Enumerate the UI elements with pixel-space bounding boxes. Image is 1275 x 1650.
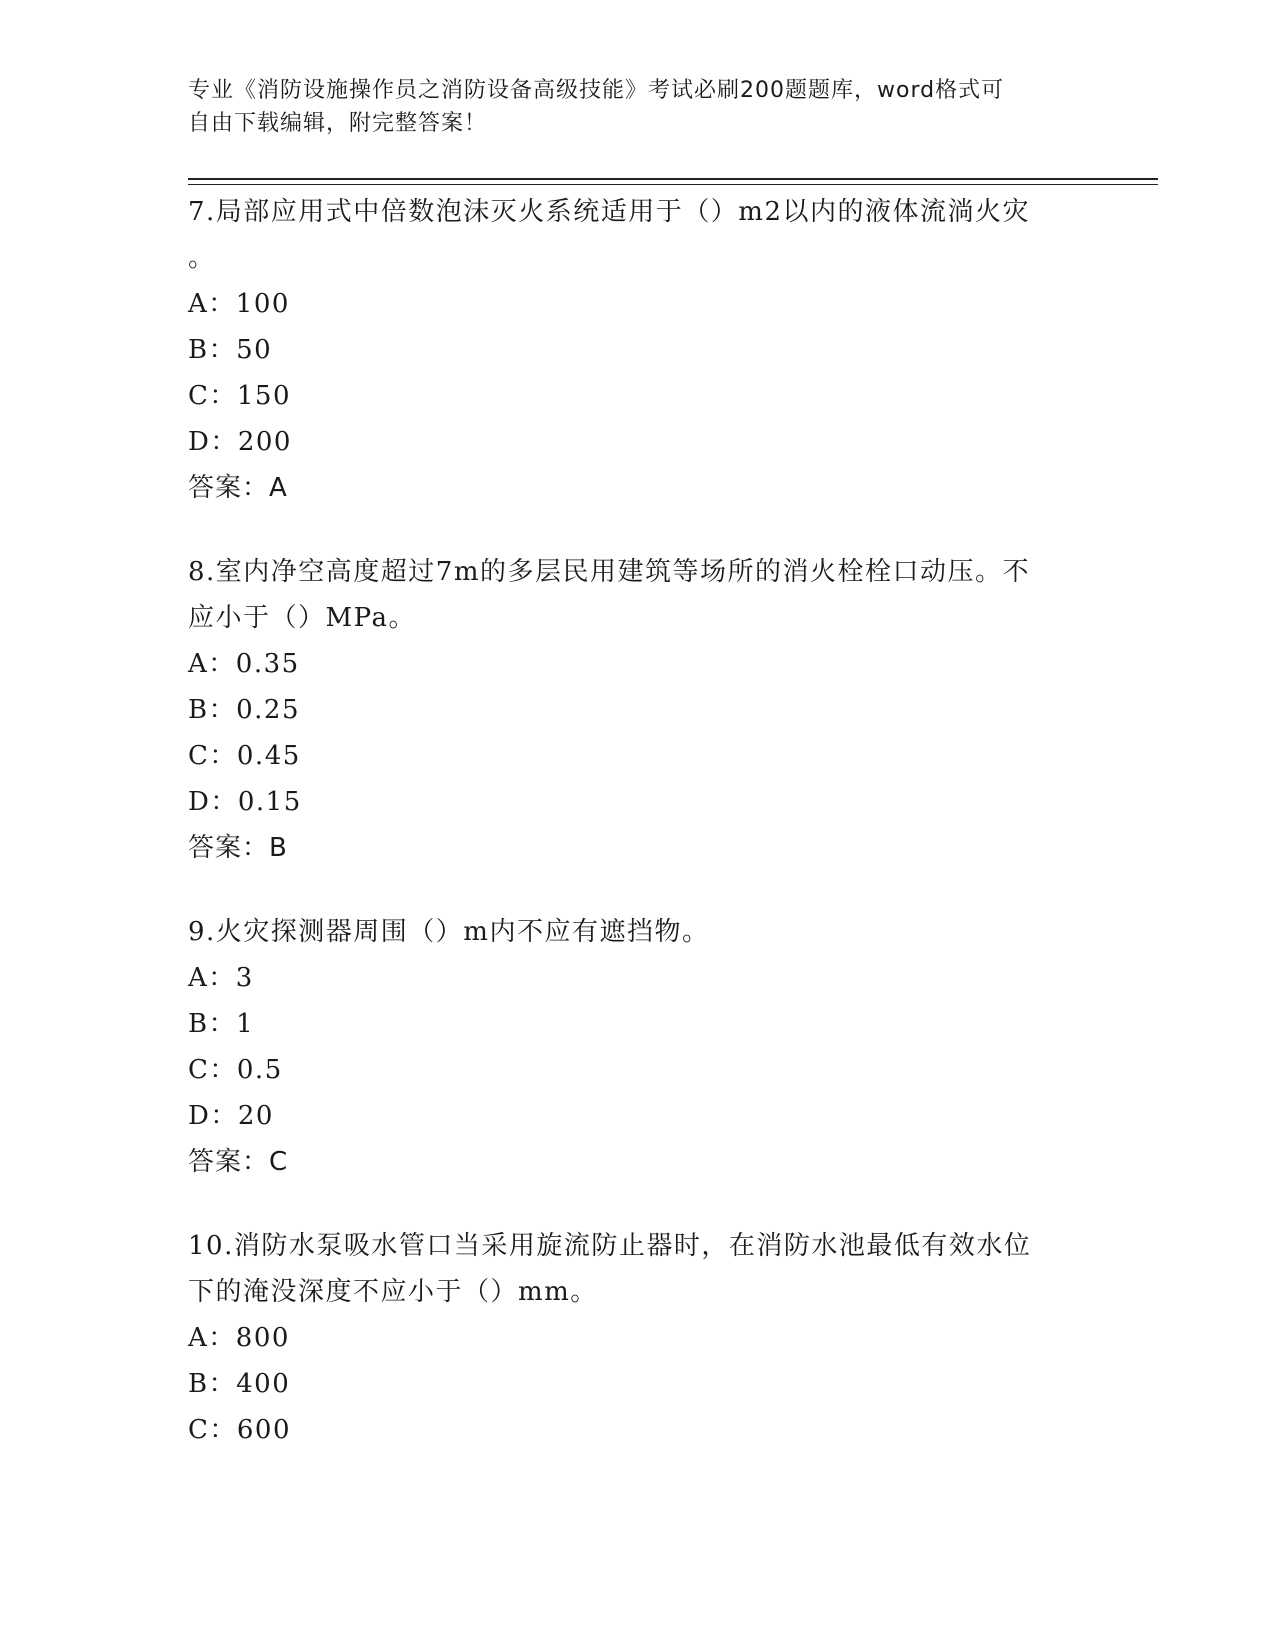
question-text: 9.火灾探测器周围（）m内不应有遮挡物。 [188,917,710,947]
question-text: 10.消防水泵吸水管口当采用旋流防止器时，在消防水池最低有效水位 [188,1231,1032,1261]
question-block [188,549,1088,871]
option-c: C：0.45 [188,741,301,771]
option-b: B：400 [188,1369,291,1399]
option-c: C：150 [188,381,292,411]
option-b: B：1 [188,1009,255,1039]
question-block [188,189,1088,511]
question-block [188,909,1088,1185]
option-d: D：0.15 [188,787,302,817]
option-b: B：50 [188,335,273,365]
answer-text: 答案：A [188,473,288,503]
option-a: A：0.35 [188,649,300,679]
question-text: 下的淹没深度不应小于（）mm。 [188,1277,598,1307]
question-text: 7.局部应用式中倍数泡沫灭火系统适用于（）m2以内的液体流淌火灾 [188,197,1031,227]
question-text: 应小于（）MPa。 [188,603,416,633]
question-text: 。 [188,243,216,273]
option-a: A：800 [188,1323,290,1353]
answer-text: 答案：B [188,833,288,863]
option-d: D：20 [188,1101,274,1131]
header-line: 自由下载编辑，附完整答案！ [188,111,488,136]
question-block [188,1223,1088,1453]
option-c: C：600 [188,1415,292,1445]
option-d: D：200 [188,427,292,457]
document-header [188,74,1068,140]
question-list [188,189,1088,1491]
option-a: A：100 [188,289,290,319]
option-c: C：0.5 [188,1055,283,1085]
option-b: B：0.25 [188,695,300,725]
question-text: 8.室内净空高度超过7m的多层民用建筑等场所的消火栓栓口动压。不 [188,557,1031,587]
option-a: A：3 [188,963,254,993]
header-divider [188,178,1158,180]
header-divider-thin [188,184,1158,185]
answer-text: 答案：C [188,1147,289,1177]
header-line: 专业《消防设施操作员之消防设备高级技能》考试必刷200题题库，word格式可 [188,78,1005,103]
